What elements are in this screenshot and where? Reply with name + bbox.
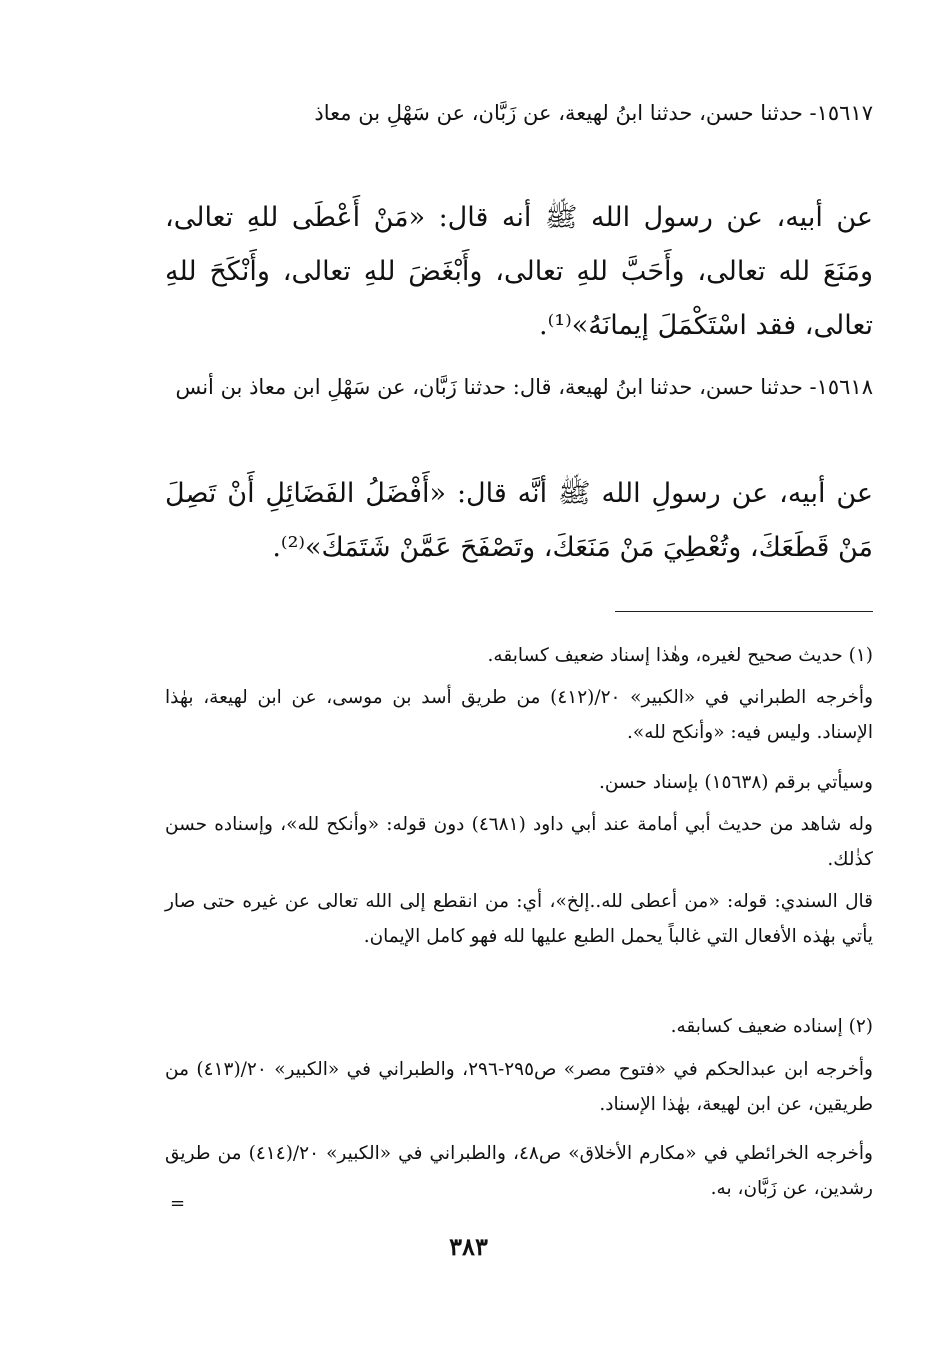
footnote-2-paragraph-2: وأخرجه ابن عبدالحكم في «فتوح مصر» ص٢٩٥-٢٩٦، والطبراني في «الكبير» ٢٠/(٤١٣) من طريقين، عن ابن لهيعة، بهٰذا الإسناد.: [165, 1059, 873, 1115]
hadith-15618-text: عن أبيه، عن رسولِ الله ﷺ أنَّه قال: «أَفْضَلُ الفَضَائِلِ أَنْ تَصِلَ مَنْ قَطَعَكَ، وتُعْطِيَ مَنْ مَنَعَكَ، وتَصْفَحَ عَمَّنْ شَتَمَكَ»⁽²⁾.: [165, 478, 873, 563]
footnote-1-paragraph-5: قال السندي: قوله: «من أعطى لله..إلخ»، أي: من انقطع إلى الله تعالى عن غيره حتى صار يأتي بهٰذه الأفعال التي غالباً يحمل الطبع عليها لله فهو كامل الإيمان.: [165, 891, 873, 947]
footnote-1-paragraph-2: وأخرجه الطبراني في «الكبير» ٢٠/(٤١٢) من طريق أسد بن موسى، عن ابن لهيعة، بهٰذا الإسناد. وليس فيه: «وأنكح لله».: [165, 687, 874, 743]
footnote-separator: [615, 611, 873, 612]
hadith-15617-text: عن أبيه، عن رسول الله ﷺ أنه قال: «مَنْ أَعْطَى للهِ تعالى، ومَنَعَ لله تعالى، وأَحَبَّ للهِ تعالى، وأَبْغَضَ للهِ تعالى، وأَنْكَحَ للهِ تعالى، فقد اسْتَكْمَلَ إيمانَهُ»⁽¹⁾.: [165, 202, 873, 341]
continuation-mark: =: [170, 1193, 186, 1214]
page-number: ٣٨٣: [449, 1232, 488, 1261]
hadith-15618-narration: ١٥٦١٨- حدثنا حسن، حدثنا ابنُ لهيعة، قال: حدثنا زَبَّان، عن سَهْلِ ابن معاذ بن أنس: [175, 375, 873, 399]
footnote-1-paragraph-3: وسيأتي برقم (١٥٦٣٨) بإسناد حسن.: [598, 772, 873, 793]
footnote-2-line-1: (٢) إسناده ضعيف كسابقه.: [670, 1016, 873, 1037]
footnote-1-line-1: (١) حديث صحيح لغيره، وهٰذا إسناد ضعيف كسابقه.: [487, 645, 873, 666]
footnote-2-paragraph-3: وأخرجه الخرائطي في «مكارم الأخلاق» ص٤٨، والطبراني في «الكبير» ٢٠/(٤١٤) من طريق رشدين، عن زَبَّان، به.: [165, 1143, 873, 1199]
hadith-15617-narration: ١٥٦١٧- حدثنا حسن، حدثنا ابنُ لهيعة، عن زَبَّان، عن سَهْلِ بن معاذ: [314, 101, 873, 125]
footnote-1-paragraph-4: وله شاهد من حديث أبي أمامة عند أبي داود (٤٦٨١) دون قوله: «وأنكح لله»، وإسناده حسن كذٰلك.: [165, 814, 873, 870]
